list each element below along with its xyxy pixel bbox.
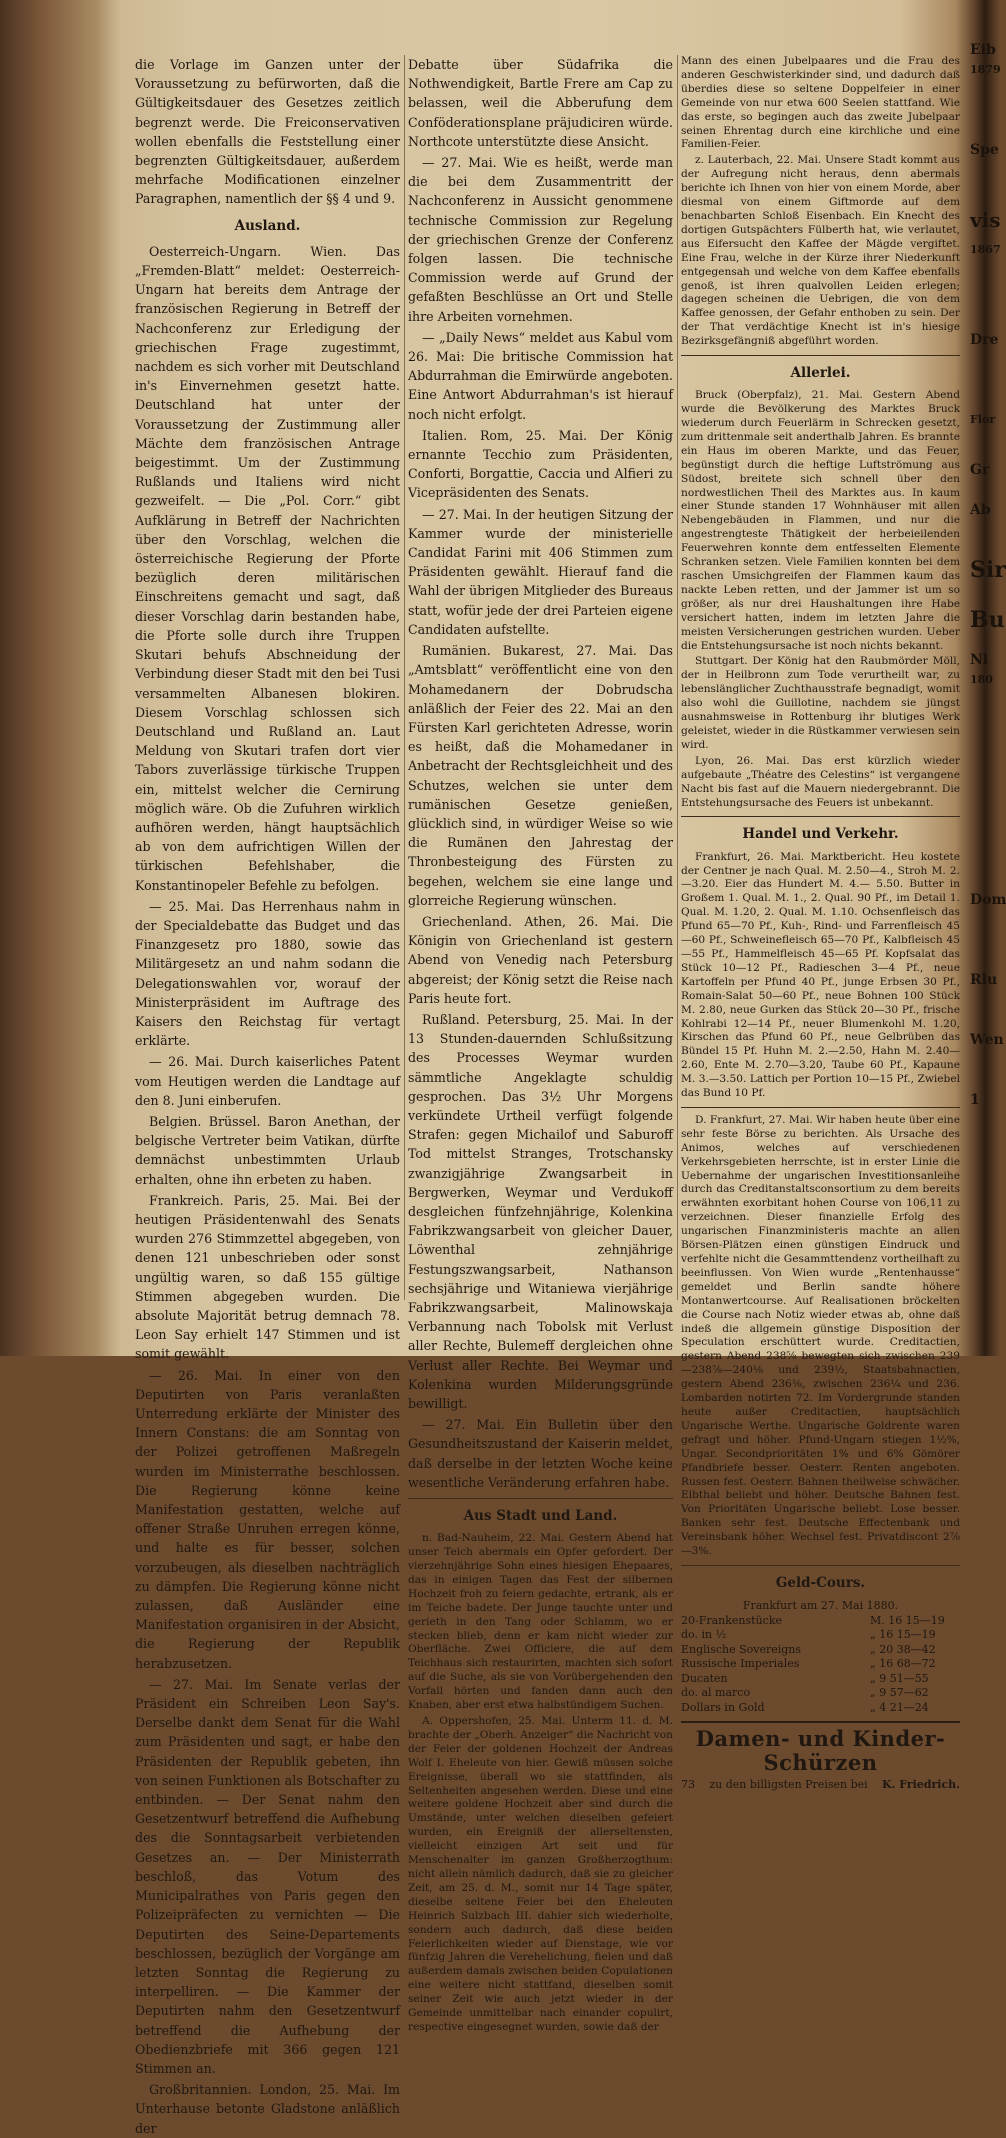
article-paragraph: — 26. Mai. Durch kaiserliches Patent vom Heutigen werden die Landtage auf den 8. Juni einberufen.: [135, 1054, 400, 1108]
column-3: [681, 55, 960, 1792]
article-paragraph: Debatte über Südafrika die Nothwendigkeit, Bartle Frere am Cap zu belassen, weil die Abberufung dem Conföderationsplane präjudiciren würde. Northcote unterstützte diese Ansicht.: [408, 57, 673, 149]
edge-fragment: Ab: [970, 502, 991, 518]
edge-fragment: Sir: [970, 557, 1006, 583]
column-divider: [404, 55, 405, 1300]
rate-value: „ 16 68—72: [870, 1657, 936, 1671]
trade-paragraph: D. Frankfurt, 27. Mai. Wir haben heute über eine sehr feste Börse zu berichten. Als Ursache des Animos, welches auf verschiedenen Verkehrsgebieten herrschte, ist in erster Linie die Uebernahme der ungarischen Investitionsanleihe durch das Creditanstaltsconsortium zu dem bereits erwähnten exorbitant hohen Course von 106,11 zu verzeichnen. Dieser finanzielle Erfolg des ungarischen Finanzministeris machte an allen Börsen-Plätzen einen günstigen Eindruck und verfehlte nicht die Gesammttendenz vortheilhaft zu beeinflussen. Von Wien wurde „Rentenhausse“ gemeldet und Berlin sandte höhere Montanwertcourse. Auf Realisationen bröckelten die Course nach Notiz wieder etwas ab, ohne daß indeß die allgemein günstige Disposition der Speculation erschüttert wurde. Creditactien, gestern Abend 238⅝ bewegten sich zwischen 239—238⅞—240⅛ und 239½, Staatsbahnactien, gestern Abend 236⅜, zwischen 236¼ und 236. Lombarden notirten 72. Im Vordergrunde standen heute außer Creditactien, hauptsächlich Ungarische Werthe. Ungarische Goldrente waren gefragt und höher. Pfund-Ungarn stiegen 1½%, Ungar. Secondprioritäten 1% und 6% Gömörer Pfandbriefe besser. Oesterr. Renten angeboten. Russen fest. Oesterr. Bahnen theilweise schwächer. Elbthal beliebt und höher. Deutsche Bahnen fest. Von Prioritäten Ungarische beliebt. Lose besser. Banken sehr fest. Deutsche Effectenbank und Vereinsbank höher. Wechsel fest. Privatdiscont 2⅞—3%.: [681, 1113, 960, 1558]
rate-name: Russische Imperiales: [681, 1657, 800, 1671]
rate-value: „ 4 21—24: [870, 1700, 929, 1714]
edge-fragment: Nl: [970, 652, 989, 668]
column-divider: [677, 55, 678, 1300]
article-paragraph: — 27. Mai. Ein Bulletin über den Gesundheitszustand der Kaiserin meldet, daß derselbe in der letzten Woche keine wesentliche Veränderung erfahren habe.: [408, 1417, 673, 1490]
article-paragraph: — 25. Mai. Das Herrenhaus nahm in der Specialdebatte das Budget und das Finanzgesetz pro 1880, sowie das Militärgesetz an und nahm sodann die Delegationswahlen vor, worauf der Ministerpräsident im Auftrage des Kaisers den Reichstag für vertagt erklärte.: [135, 898, 400, 1049]
intro-paragraph: die Vorlage im Ganzen unter der Voraussetzung zu befürworten, daß die Gültigkeitsdauer des Gesetzes zeitlich begrenzt werde. Die Freiconservativen wollen ebenfalls die Feststellung einer begrenzten Gültigkeitsdauer, außerdem mehrfache Modificationen einzelner Paragraphen, namentlich der §§ 4 und 9.: [135, 57, 400, 207]
article-paragraph: — 26. Mai. In einer von den Deputirten von Paris veranlaßten Unterredung erklärte der Minister des Innern Constans: die am Sonntag von der Polizei getroffenen Maßregeln wurden im Ministerrathe beschlossen. Die Regierung könne keine Manifestation gestatten, welche auf offener Straße Unruhen erregen könne, und halte es für besser, solchen vorzubeugen, als dieselben nachträglich zu dämpfen. Die Regierung könne nicht zulassen, daß Ausländer eine Manifestation organisiren in der Absicht, die Regierung der Republik herabzusetzen.: [135, 1367, 400, 1671]
edge-fragment: Flor: [970, 413, 996, 426]
rate-name: Ducaten: [681, 1671, 728, 1685]
edge-fragment: Rlu: [970, 972, 998, 988]
article-paragraph: Italien. Rom, 25. Mai. Der König ernannte Tecchio zum Präsidenten, Conforti, Borgattie, Caccia und Alfieri zu Vicepräsidenten des Senats.: [408, 427, 673, 501]
article-paragraph: — 27. Mai. Wie es heißt, werde man die bei dem Zusammentritt der Nachconferenz in Aussicht genommene technische Commission zur Regelung der griechischen Grenze der Conferenz folgen lassen. Die technische Commission werde auf Grund der gefaßten Beschlüsse an Ort und Stelle ihre Arbeiten vornehmen.: [408, 155, 673, 324]
ad-subline: [681, 1775, 960, 1794]
rate-name: Dollars in Gold: [681, 1700, 765, 1714]
rate-name: Englische Sovereigns: [681, 1642, 802, 1656]
rate-row: [681, 1701, 960, 1716]
ad-title: Damen- und Kinder-Schürzen: [695, 1726, 946, 1776]
rate-value: „ 20 38—42: [870, 1642, 936, 1656]
edge-fragment: Gr: [970, 462, 990, 478]
rate-row: [681, 1686, 960, 1701]
ad-number: 73: [681, 1778, 695, 1792]
rate-value: M. 16 15—19: [870, 1613, 945, 1627]
local-news-paragraph: z. Lauterbach, 22. Mai. Unsere Stadt kommt aus der Aufregung nicht heraus, denn abermals berichte ich Ihnen von hier von einem Morde, aber diesmal von einem Giftmorde auf dem benachbarten Schloß Eisenbach. Ein Knecht des dortigen Gutspächters Fülberth hat, wie verlautet, aus Eifersucht den Kaffee der Mägde vergiftet. Eine Frau, welche in der Kürze ihrer Niederkunft entgegensah und welche von dem Kaffee ebenfalls genoß, ist ihren qualvollen Leiden erlegen; dagegen scheinen die Uebrigen, die von dem Kaffee genossen, der Gefahr enthoben zu sein. Der der That verdächtige Knecht ist in's hiesige Bezirksgefängniß abgeführt worden.: [681, 154, 960, 348]
section-heading-stadt-land: Aus Stadt und Land.: [463, 1508, 618, 1525]
article-paragraph: Oesterreich-Ungarn. Wien. Das „Fremden-Blatt“ meldet: Oesterreich-Ungarn hat bereits dem Antrage der französischen Regierung in Betreff der Nachconferenz zur Erledigung der griechischen Frage zugestimmt, nachdem es sich vorher mit Deutschland in's Einvernehmen gesetzt hatte. Deutschland hat unter der Voraussetzung der Zustimmung aller Mächte dem französischen Antrage beigestimmt. Um der Zustimmung Rußlands und Italiens wird nicht gezweifelt. — Die „Pol. Corr.“ gibt Aufklärung in Betreff der Nachrichten über den Vorschlag, welchen die österreichische Regierung der Pforte bezüglich deren militärischen Einschreitens gemacht und sagt, daß dieser Vorschlag darin bestanden habe, die Pforte solle durch ihre Truppen Skutari behufs Abschneidung der Verbindung dieser Stadt mit den bei Tusi versammelten Albanesen blokiren. Diesem Vorschlag schlossen sich Deutschland und Rußland an. Laut Meldung von Skutari trafen dort vier Tabors zuverlässige türkische Truppen ein, mittelst welcher die Cernirung möglich wäre. Ob die Zufuhren wirklich aufhören werden, hängt hauptsächlich ab von dem aufrichtigen Willen der türkischen Befehlshaber, die Konstantinopeler Befehle zu befolgen.: [135, 243, 400, 893]
edge-fragment: 180: [970, 673, 993, 686]
rates-date: Frankfurt am 27. Mai 1880.: [742, 1599, 899, 1613]
edge-fragment: Bu: [970, 607, 1005, 633]
rate-value: „ 9 51—55: [870, 1671, 929, 1685]
section-heading-handel: Handel und Verkehr.: [742, 826, 899, 843]
exchange-rates-table: [681, 1599, 960, 1715]
misc-paragraph: Bruck (Oberpfalz), 21. Mai. Gestern Abend wurde die Bevölkerung des Marktes Bruck wiederum durch Feuerlärm in Schrecken gesetzt, zum drittenmale seit anderthalb Jahren. Es brannte ein Haus im oberen Markte, und das Feuer, begünstigt durch die heftige Luftströmung aus Südost, breitete sich schnell über den nordwestlichen Theil des Marktes aus. In kaum einer Stunde standen 17 Wohnhäuser mit allen Nebengebäuden in Flammen, und nur die angestrengteste Thätigkeit der herbeieilenden Feuerwehren konnte dem entfesselten Elemente Schranken setzen. Viele Familien konnten bei dem raschen Umsichgreifen der Flammen kaum das nackte Leben retten, und der Jammer ist um so größer, als nur drei Haushaltungen ihre Habe versichert hatten, indem im letzten Jahre die meisten Versicherungen gestrichen wurden. Ueber die Entstehungsursache ist noch nichts bekannt.: [681, 389, 960, 652]
edge-fragment: 1879: [970, 63, 1001, 76]
misc-paragraph: Lyon, 26. Mai. Das erst kürzlich wieder aufgebaute „Théatre des Celestins“ ist vergangene Nacht bis fast auf die Mauern niedergebrannt. Die Entstehungsursache des Feuers ist unbekannt.: [681, 754, 960, 809]
section-rule: [681, 816, 960, 817]
rate-row: [681, 1628, 960, 1643]
edge-fragment: Spe: [970, 142, 999, 158]
edge-fragment: Dre: [970, 332, 999, 348]
rate-name: 20-Frankenstücke: [681, 1613, 782, 1627]
section-rule: [681, 355, 960, 356]
rate-name: do. in ½: [681, 1628, 727, 1642]
edge-fragment: Dom: [970, 892, 1006, 908]
article-paragraph: Griechenland. Athen, 26. Mai. Die Königin von Griechenland ist gestern Abend von Venedig nach Petersburg abgereist; der König setzt die Reise nach Paris heute fort.: [408, 913, 673, 1006]
edge-fragment: Wen: [970, 1032, 1004, 1048]
article-paragraph: Rußland. Petersburg, 25. Mai. In der 13 Stunden-dauernden Schlußsitzung des Processes Weymar wurden sämmtliche Angeklagte schuldig gesprochen. Das 3½ Uhr Morgens verkündete Urtheil verfügt folgende Strafen: gegen Michailof und Saburoff Tod mittelst Stranges, Trotschansky zwanzigjährige Zwangsarbeit in Bergwerken, Weymar und Verdukoff desgleichen fünfzehnjährige, Kolenkina Fabrikzwangsarbeit von gleicher Dauer, Löwenthal zehnjährige Festungszwangsarbeit, Nathanson sechsjährige und Witaniewa vierjährige Fabrikzwangsarbeit, Malinowskaja Verbannung nach Tobolsk mit Verlust aller Rechte, Bulemeff dergleichen ohne Verlust aller Rechte. Bei Weymar und Kolenkina wurden Milderungsgründe bewilligt.: [408, 1011, 673, 1412]
newspaper-page: [125, 55, 960, 2136]
section-rule: [681, 1565, 960, 1566]
local-news-paragraph: n. Bad-Nauheim, 22. Mai. Gestern Abend hat unser Teich abermals ein Opfer gefordert. Der vierzehnjährige Sohn eines hiesigen Ehepaares, das in einigen Tagen das Fest der silbernen Hochzeit froh zu feiern gedachte, ertrank, als er im Teiche badete. Der Junge tauchte unter und gerieth in den Tang oder Schlamm, wo er stecken blieb, denn er kam nicht wieder zur Oberfläche. Zwei Officiere, die auf dem Teichhaus sich restaurirten, machten sich sofort auf die Suche, als sie von Vorübergehenden den Vorfall hörten und fanden dann auch den Knaben, aber erst etwa halbstündigem Suchen.: [408, 1532, 673, 1712]
article-paragraph: — 27. Mai. Im Senate verlas der Präsident ein Schreiben Leon Say's. Derselbe dankt dem Senat für die Wahl zum Präsidenten und sagt, er habe den Präsidenten der Republik gebeten, ihn von seinen Funktionen als Botschafter zu entbinden. — Der Senat nahm den Gesetzentwurf betreffend die Aufhebung des die Sonntagsarbeit verbietenden Gesetzes an. — Der Ministerrath beschloß, das Votum des Municipalrathes von Paris gegen den Polizeipräfecten zu vernichten — Die Deputirten des Seine-Departements beschlossen, bezüglich der Vorgänge am letzten Sonntag die Regierung zu interpelliren. — Die Kammer der Deputirten nahm den Gesetzentwurf betreffend die Aufhebung der Obedienzbriefe mit 366 gegen 121 Stimmen an.: [135, 1676, 400, 2076]
article-paragraph: Rumänien. Bukarest, 27. Mai. Das „Amtsblatt“ veröffentlicht eine von den Mohamedanern der Dobrudscha anläßlich der Feier des 22. Mai an den Fürsten Karl gerichteten Adresse, worin es heißt, daß die Mohamedaner in Anbetracht der Rechtsgleichheit und des Schutzes, welchen sie unter dem rumänischen Gesetze genießen, glücklich sind, in würdiger Weise so wie die Rumänen den Jahrestag der Thronbesteigung des Fürsten zu begehen, welchem sie eine lange und glorreiche Regierung wünschen.: [408, 643, 673, 908]
rate-value: „ 16 15—19: [870, 1628, 936, 1642]
column-1: [135, 55, 400, 2136]
article-paragraph: Belgien. Brüssel. Baron Anethan, der belgische Vertreter beim Vatikan, dürfte demnächst unbestimmten Urlaub erhalten, ohne ihn erbeten zu haben.: [135, 1113, 400, 1187]
rate-row: [681, 1672, 960, 1687]
article-paragraph: — 27. Mai. In der heutigen Sitzung der Kammer wurde der ministerielle Candidat Farini mit 406 Stimmen zum Präsidenten gewählt. Hierauf fand die Wahl der übrigen Mitglieder des Bureaus statt, wofür jede der drei Parteien eigene Candidaten aufstellte.: [408, 506, 673, 637]
local-news-paragraph: Mann des einen Jubelpaares und die Frau des anderen Geschwisterkinder sind, und dadurch daß überdies diese so seltene Doppelfeier in einer Gemeinde von nur etwa 600 Seelen stattfand. Wie das erste, so begingen auch das zweite Jubelpaar seinen Ehrentag durch eine kirchliche und eine Familien-Feier.: [681, 55, 960, 151]
column-2: [408, 55, 673, 2033]
ad-text: zu den billigsten Preisen bei: [709, 1778, 868, 1792]
section-heading-ausland: Ausland.: [234, 217, 301, 234]
advertisement: [681, 1721, 960, 1794]
rate-name: do. al marco: [681, 1686, 751, 1700]
rate-value: „ 9 57—62: [870, 1686, 929, 1700]
rate-row: [681, 1643, 960, 1658]
misc-paragraph: Stuttgart. Der König hat den Raubmörder Möll, der in Heilbronn zum Tode verurtheilt war, zu lebenslänglicher Zuchthausstrafe begnadigt, womit also wohl die Guillotine, nachdem sie jüngst ausnahmsweise in Rottenburg ihr blutiges Werk geleistet, wieder in die Rüstkammer verwiesen sein wird.: [681, 655, 960, 751]
article-paragraph: Frankreich. Paris, 25. Mai. Bei der heutigen Präsidentenwahl des Senats wurden 276 Stimmzettel abgegeben, von denen 121 unbeschrieben oder sonst ungültig waren, so daß 155 gültige Stimmen abgegeben wurden. Die absolute Majorität betrug demnach 78. Leon Say erhielt 147 Stimmen und ist somit gewählt.: [135, 1192, 400, 1362]
section-heading-geld-cours: Geld-Cours.: [775, 1574, 866, 1591]
edge-fragment: vis: [970, 208, 1001, 232]
rate-row: [681, 1657, 960, 1672]
article-paragraph: — „Daily News“ meldet aus Kabul vom 26. Mai: Die britische Commission hat Abdurrahman die Emirwürde angeboten. Eine Antwort Abdurrahman's ist hierauf noch nicht erfolgt.: [408, 329, 673, 422]
rate-row: [681, 1614, 960, 1629]
section-heading-allerlei: Allerlei.: [790, 365, 851, 382]
article-paragraph: Großbritannien. London, 25. Mai. Im Unterhause betonte Gladstone anläßlich der: [135, 2082, 400, 2136]
adjacent-page-edge: [970, 40, 1006, 1300]
edge-fragment: Eib: [970, 42, 996, 58]
edge-fragment: 1867: [970, 243, 1001, 256]
local-news-paragraph: A. Oppershofen, 25. Mai. Unterm 11. d. M. brachte der „Oberh. Anzeiger“ die Nachricht von der Feier der goldenen Hochzeit der Andreas Wolf I. Eheleute von hier. Gewiß müssen solche Ereignisse, überall wo sie stattfinden, als Seltenheiten angesehen werden. Diese und eine weitere goldene Hochzeit aber sind durch die Umstände, unter welchen dieselben gefeiert wurden, ein Ereigniß der allerseltensten, vielleicht einzigen Art seit und für Menschenalter im ganzen Großherzogthum: nicht allein nämlich dadurch, daß sie zu gleicher Zeit, am 25. d. M., somit nur 14 Tage später, dieselbe seltene Feier bei den Eheleuten Heinrich Sulzbach III. dahier sich wiederholte, sondern auch dadurch, daß diese beiden Feierlichkeiten wieder auf Dienstage, wie vor fünfzig Jahren die Verehelichung, fielen und daß außerdem damals zwischen beiden Copulationen eine weitere nicht stattfand, dieselben somit seiner Zeit wie auch jetzt wieder in der Gemeinde unmittelbar nach einander copulirt, respective eingesegnet wurden, sowie daß der: [408, 1715, 673, 2033]
edge-fragment: 1: [970, 1092, 980, 1108]
trade-paragraph: Frankfurt, 26. Mai. Marktbericht. Heu kostete der Centner je nach Qual. M. 2.50—4., Stroh M. 2.—3.20. Eier das Hundert M. 4.— 5.50. Butter in Großem 1. Qual. M. 1., 2. Qual. 90 Pf., im Detail 1. Qual. M. 1.20, 2. Qual. M. 1.10. Ochsenfleisch das Pfund 65—70 Pf., Kuh-, Rind- und Farrenfleisch 45—60 Pf., Schweinefleisch 65—70 Pf., Kalbfleisch 45—55 Pf., Hammelfleisch 45—65 Pf. Kopfsalat das Stück 10—12 Pf., Radieschen 3—4 Pf., neue Kartoffeln per Pfund 40 Pf., junge Erbsen 30 Pf., Romain-Salat 50—60 Pf., neue Bohnen 100 Stück M. 2.80, neue Gurken das Stück 20—30 Pf., frische Kohlrabi 12—14 Pf., neuer Blumenkohl M. 1.20, Kirschen das Pfund 60 Pf., neue Gelbrüben das Bündel 15 Pf. Huhn M. 2.—2.50, Hahn M. 2.40—2.60, Ente M. 2.70—3.20, Taube 60 Pf., Kapaune M. 3.—3.50. Lattich per Portion 10—15 Pf., Zwiebel das Bund 10 Pf.: [681, 850, 960, 1100]
section-rule: [681, 1107, 960, 1108]
ad-shop: K. Friedrich.: [881, 1778, 960, 1792]
section-rule: [408, 1498, 673, 1499]
